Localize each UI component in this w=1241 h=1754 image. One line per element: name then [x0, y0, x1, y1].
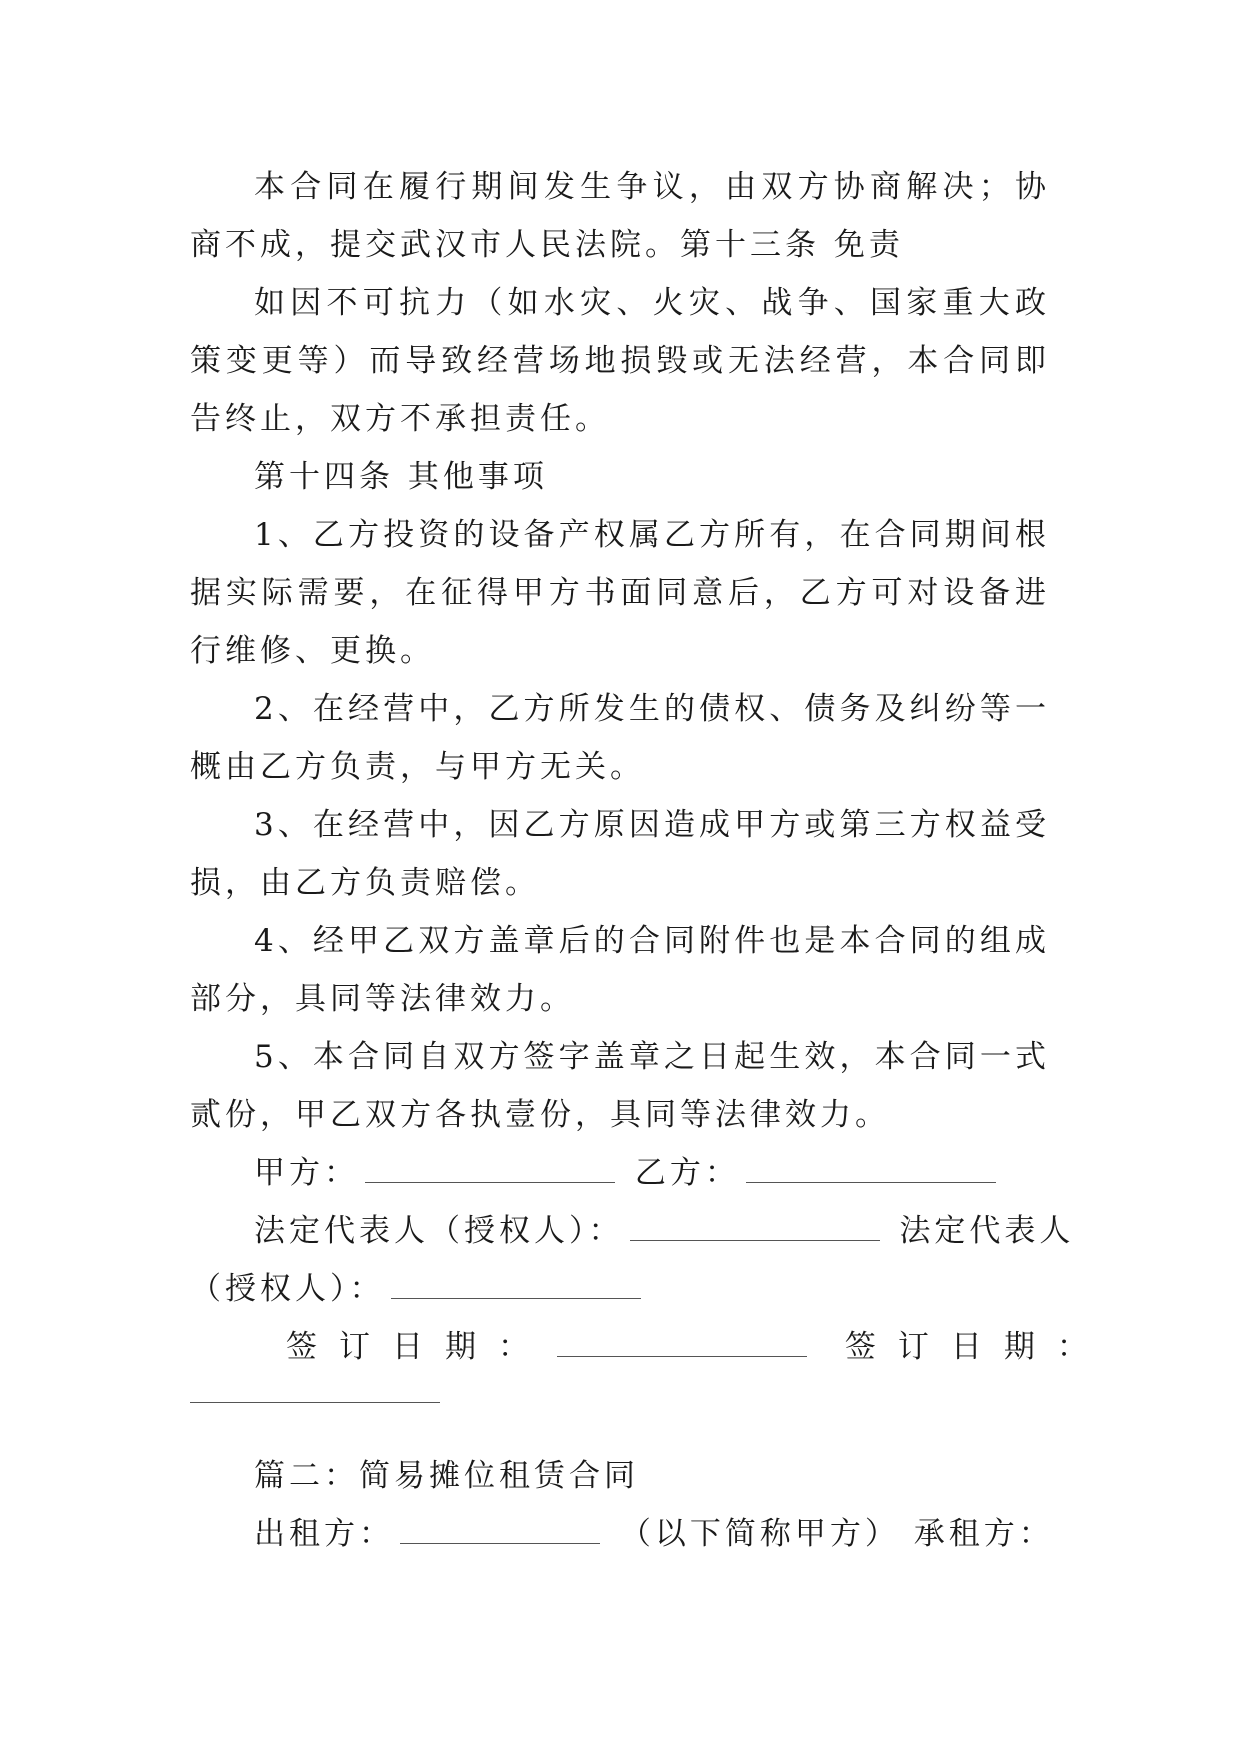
paragraph-item-3: 3、在经营中，因乙方原因造成甲方或第三方权益受损，由乙方负责赔偿。 — [190, 807, 1050, 901]
document-page — [190, 158, 1110, 1563]
party-a-blank[interactable] — [365, 1156, 615, 1183]
rep-a-label: 法定代表人（授权人）： — [254, 1213, 624, 1249]
paragraph-item-4: 4、经甲乙双方盖章后的合同附件也是本合同的组成部分，具同等法律效力。 — [190, 923, 1050, 1017]
representative-b-line — [190, 1260, 1050, 1318]
party-a-label: 甲方： — [254, 1155, 359, 1191]
paragraph-item-1: 1、乙方投资的设备产权属乙方所有，在合同期间根据实际需要，在征得甲方书面同意后，乙方可对设备进行维修、更换。 — [190, 517, 1050, 669]
lessee-label: 承租方： — [913, 1516, 1054, 1552]
date-a-blank[interactable] — [557, 1330, 807, 1357]
date-a-label: 签订日期： — [286, 1329, 551, 1365]
rep-b-blank[interactable] — [391, 1272, 641, 1299]
paragraph-dispute: 本合同在履行期间发生争议，由双方协商解决；协商不成，提交武汉市人民法院。第十三条 免责 — [190, 169, 1050, 263]
lessor-label: 出租方： — [254, 1516, 394, 1552]
lessor-note: （以下简称甲方） — [619, 1516, 900, 1552]
signing-date-line — [190, 1318, 1110, 1376]
rep-b-label: 法定代表人 — [899, 1213, 1075, 1249]
signature-parties-line — [190, 1144, 1050, 1202]
paragraph-item-2: 2、在经营中，乙方所发生的债权、债务及纠纷等一概由乙方负责，与甲方无关。 — [190, 691, 1050, 785]
date-b-label: 签订日期： — [844, 1329, 1110, 1365]
party-b-label: 乙方： — [634, 1155, 740, 1191]
representative-line — [190, 1202, 1075, 1260]
lessor-line — [190, 1505, 1054, 1563]
rep-a-blank[interactable] — [630, 1214, 880, 1241]
heading-article-14: 第十四条 其他事项 — [254, 459, 548, 495]
lessor-blank[interactable] — [400, 1517, 600, 1544]
rep-b-label-cont: （授权人）： — [190, 1271, 385, 1307]
party-b-blank[interactable] — [746, 1156, 996, 1183]
paragraph-item-5: 5、本合同自双方签字盖章之日起生效，本合同一式贰份，甲乙双方各执壹份，具同等法律效力。 — [190, 1039, 1050, 1133]
section-title-part-two: 篇二：简易摊位租赁合同 — [254, 1458, 639, 1494]
paragraph-force-majeure: 如因不可抗力（如水灾、火灾、战争、国家重大政策变更等）而导致经营场地损毁或无法经营，本合同即告终止，双方不承担责任。 — [190, 285, 1050, 437]
date-b-blank[interactable] — [190, 1402, 440, 1403]
